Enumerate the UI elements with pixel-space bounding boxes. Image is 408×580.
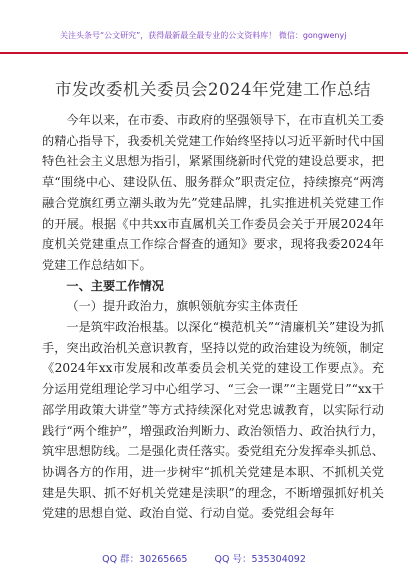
document-title: 市发改委机关委员会2024年党建工作总结: [55, 80, 371, 99]
subsection-heading: （一）提升政治力，旗帜领航夯实主体责任: [66, 299, 298, 314]
footer-qq-number: QQ 号：535304092: [214, 554, 306, 565]
banner-text: 关注头条号“公文研究”，获得最新最全最专业的公文资料库！ 微信：gongwenyj: [60, 31, 347, 40]
section-heading: 一、主要工作情况: [66, 278, 164, 293]
top-banner: [0, 6, 408, 54]
footer-qq-group: QQ 群：30265665: [102, 554, 188, 565]
paragraph-intro: 今年以来，在市委、市政府的坚强领导下，在市直机关工委的精心指导下，我委机关党建工作始终坚持以习近平新时代中国特色社会主义思想为指引，紧紧围绕新时代党的建设总要求，把草“围绕中心、建设队伍、服务群众”职责定位，持续擦亮“两湾融合党旗红勇立潮头敢为先”党建品牌，扎实推进机关党建工作的开展。根据《中共xx市直属机关工作委员会关于开展2024年度机关党建重点工作综合督查的通知》要求，现将我委2024年党建工作总结如下。: [42, 113, 384, 272]
document-page: [42, 56, 384, 524]
paragraph-body: 一是筑牢政治根基。以深化“模范机关”“清廉机关”建设为抓手，突出政治机关意识教育，坚持以党的政治建设为统领，制定《2024年xx市发展和改革委员会机关党的建设工作要点》。充分运用党组理论学习中心组学习、“三会一课”“主题党日”“xx干部学用政策大讲堂”等方式持续深化对党忠诚教育，以实际行动践行“两个维护”，增强政治判断力、政治领悟力、政治执行力，筑牢思想防线。二是强化责任落实。委党组充分发挥牵头抓总、协调各方的作用，进一步树牢“抓机关党建是本职、不抓机关党建是失职、抓不好机关党建是渎职”的理念，不断增强抓好机关党建的思想自觉、政治自觉、行动自觉。委党组会每年: [42, 320, 384, 521]
footer-contact: [0, 551, 408, 565]
document-body: [42, 110, 384, 524]
